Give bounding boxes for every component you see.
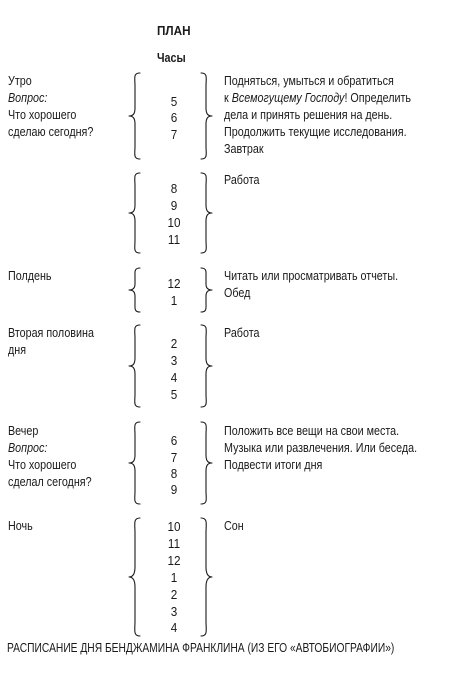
activity-text: Продолжить текущие исследования.	[224, 125, 407, 139]
hour-value: 10	[167, 519, 181, 534]
right-brace	[199, 172, 213, 254]
activity-text: Завтрак	[224, 142, 264, 156]
left-brace	[128, 72, 142, 160]
period-label: дня	[8, 343, 27, 357]
hour-value: 12	[167, 553, 181, 568]
left-brace	[128, 421, 142, 505]
hour-value: 5	[170, 387, 178, 402]
hour-value: 10	[167, 215, 181, 230]
activity-text: Читать или просматривать отчеты.	[224, 269, 399, 283]
hour-value: 12	[167, 276, 181, 291]
hour-value: 7	[170, 450, 178, 465]
hour-value: 1	[170, 570, 178, 585]
right-brace	[199, 517, 213, 637]
hour-value: 6	[170, 433, 178, 448]
period-label: Вечер	[8, 424, 39, 438]
hour-value: 9	[170, 198, 178, 213]
hour-value: 11	[167, 232, 181, 247]
hour-value: 2	[170, 587, 178, 602]
question-text: сделал сегодня?	[8, 475, 92, 489]
figure-caption: РАСПИСАНИЕ ДНЯ БЕНДЖАМИНА ФРАНКЛИНА (ИЗ ЕГО «АВТОБИОГРАФИИ»)	[7, 641, 395, 655]
left-brace	[128, 267, 142, 313]
hour-value: 6	[170, 110, 178, 125]
hour-value: 3	[170, 353, 178, 368]
plan-title: ПЛАН	[157, 23, 191, 38]
hour-value: 7	[170, 127, 178, 142]
hour-value: 11	[167, 536, 181, 551]
activity-text: Работа	[224, 326, 260, 340]
question-label: Вопрос:	[8, 441, 48, 455]
question-text: сделаю сегодня?	[8, 125, 94, 139]
question-label: Вопрос:	[8, 91, 48, 105]
right-brace	[199, 421, 213, 505]
hour-value: 4	[170, 620, 178, 635]
hour-value: 1	[170, 293, 178, 308]
activity-text: Обед	[224, 286, 251, 300]
activity-text: Работа	[224, 173, 260, 187]
activity-text: Сон	[224, 519, 244, 533]
hour-value: 2	[170, 336, 178, 351]
hour-value: 9	[170, 482, 178, 497]
hour-value: 8	[170, 466, 178, 481]
activity-text: Подвести итоги дня	[224, 458, 323, 472]
period-label: Утро	[8, 74, 32, 88]
period-label: Полдень	[8, 269, 52, 283]
question-text: Что хорошего	[8, 108, 77, 122]
activity-text: Подняться, умыться и обратиться	[224, 74, 394, 88]
activity-text: Музыка или развлечения. Или беседа.	[224, 441, 418, 455]
hour-value: 8	[170, 181, 178, 196]
period-label: Ночь	[8, 519, 33, 533]
hour-value: 5	[170, 94, 178, 109]
activity-text: дела и принять решения на день.	[224, 108, 393, 122]
left-brace	[128, 172, 142, 254]
activity-text: Положить все вещи на свои места.	[224, 424, 400, 438]
right-brace	[199, 72, 213, 160]
hour-value: 3	[170, 604, 178, 619]
period-label: Вторая половина	[8, 326, 94, 340]
activity-text: к Всемогущему Господу! Определить	[224, 91, 412, 105]
hour-value: 4	[170, 370, 178, 385]
left-brace	[128, 517, 142, 637]
left-brace	[128, 324, 142, 408]
right-brace	[199, 267, 213, 313]
hours-column-heading: Часы	[157, 51, 186, 65]
right-brace	[199, 324, 213, 408]
question-text: Что хорошего	[8, 458, 77, 472]
